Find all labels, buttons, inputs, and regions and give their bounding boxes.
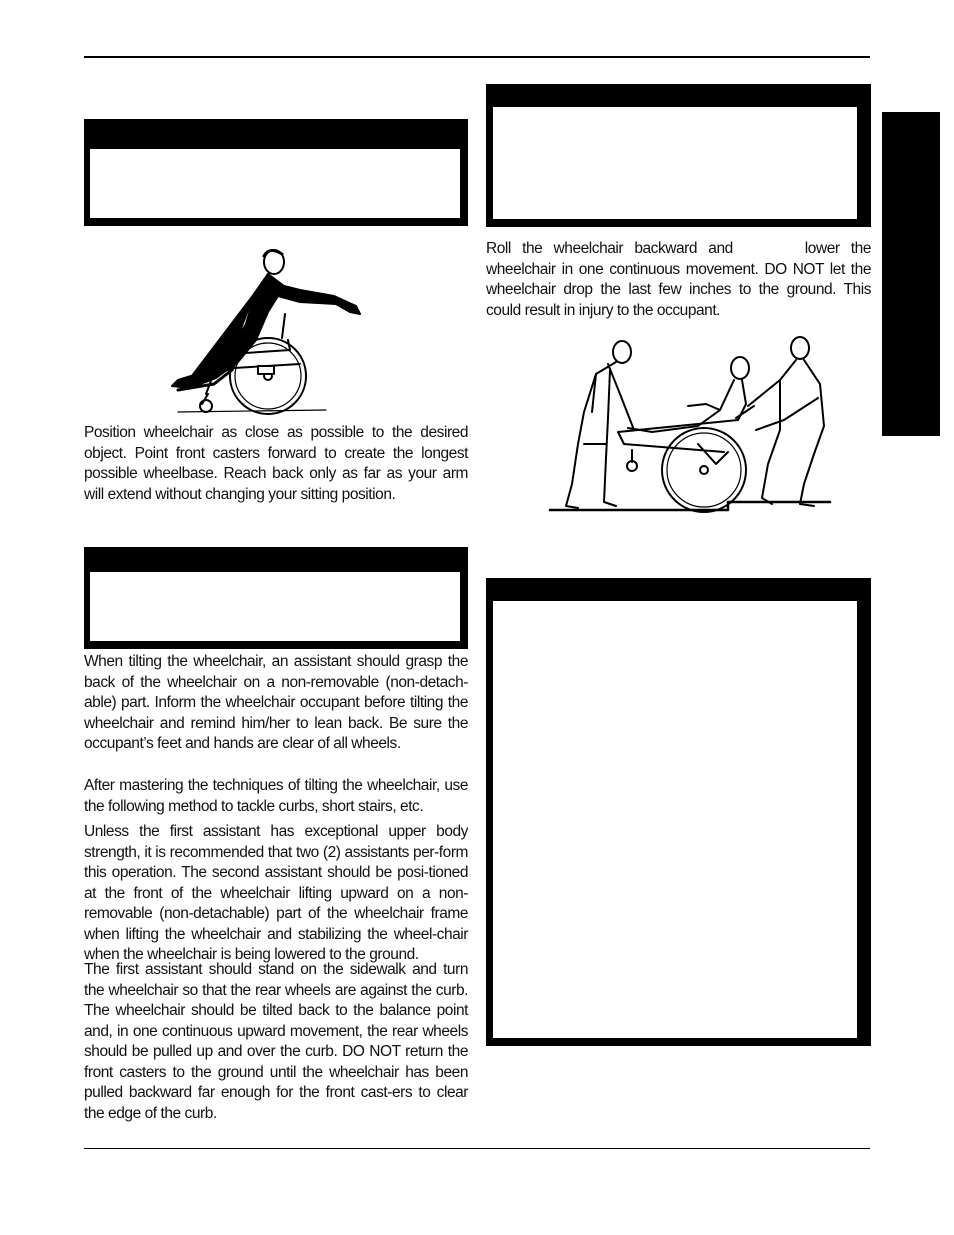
descend-text-b: lower the wheelchair in one continuous movement. DO NOT let the wheelchair drop the last few inches to the ground. This could result in injury to the occupant.: [486, 240, 871, 319]
two-assistants-paragraph: Unless the first assistant has exceptional upper body strength, it is recommended that two (2) assistants per-form this operation. The second assistant should be posi-tioned at the front of the wheelchair lifting upward on a non-removable (non-detachable) part of the wheelchair frame when lifting the wheelchair and stabilizing the wheel-chair when the wheelchair is being lowered to the ground.: [84, 823, 468, 963]
header-rule: [84, 56, 870, 58]
curb-assist-illustration: [548, 334, 838, 516]
first-assistant-paragraph: The first assistant should stand on the sidewalk and turn the wheelchair so that the rear wheels are against the curb. The wheelchair should be tilted back to the balance point and, in one continuous upward movement, the rear wheels should be pulled up and over the curb. DO NOT return the front casters to the ground until the wheelchair has been pulled backward far enough for the front cast-ers to clear the edge of the curb.: [84, 961, 468, 1122]
warning-box-descending: [486, 84, 871, 227]
footer-rule: [84, 1148, 870, 1149]
section-thumb-tab: [882, 112, 940, 436]
warning-box-reaching: [84, 119, 468, 226]
descend-curb-paragraph: [486, 239, 871, 321]
reaching-paragraph: Position wheelchair as close as possible to the desired object. Point front casters forward to create the longest possible wheelbase. Reach back only as far as your arm will extend without changing your sitting position.: [84, 424, 468, 503]
reaching-illustration: [150, 244, 370, 420]
tilting-paragraph: When tilting the wheelchair, an assistant should grasp the back of the wheelchair on a non-removable (non-detach-able) part. Inform the wheelchair occupant before tilting the wheelchair and remind him/her to lean back. Be sure the occupant’s feet and hands are clear of all wheels.: [84, 653, 468, 752]
warning-box-tilting: [84, 547, 468, 649]
warning-box-stairs: [486, 578, 871, 1046]
descend-text-a: Roll the wheelchair backward and: [486, 240, 733, 257]
curbs-intro-paragraph: After mastering the techniques of tilting the wheelchair, use the following method to tackle curbs, short stairs, etc.: [84, 777, 468, 815]
